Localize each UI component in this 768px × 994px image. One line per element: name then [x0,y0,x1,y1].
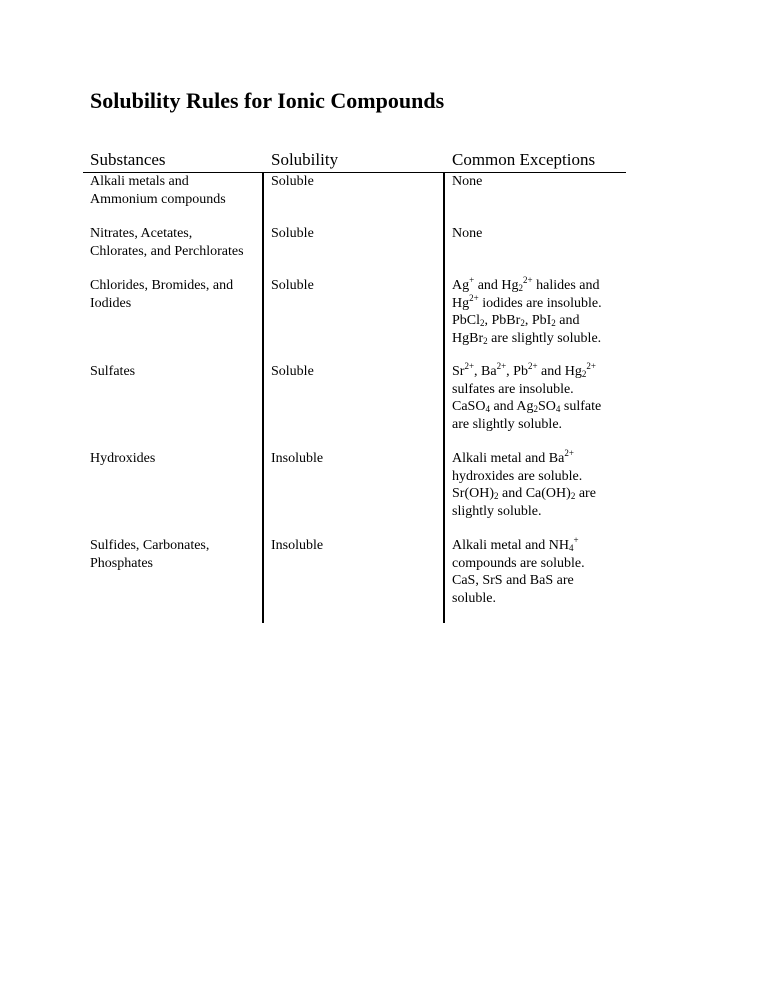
substance-cell [90,450,155,468]
text-line: Alkali metal and $Ba^{2+}$ [452,448,574,466]
substance-cell [90,363,135,381]
text-line: Sulfides, Carbonates, [90,538,210,553]
header-substances: Substances [90,150,166,169]
text-line: Chlorates, and Perchlorates [90,243,244,259]
text-line: Soluble [271,174,314,189]
text-line: sulfates are insoluble. [452,381,574,397]
text-line: compounds are soluble. [452,555,585,571]
text-line: $Sr^{2+}$, $Ba^{2+}$, $Pb^{2+}$ and $Hg_2^{2+}$ [452,361,596,379]
text-line: $Hg^{2+}$ iodides are insoluble. [452,292,602,311]
column-divider-2 [443,172,445,623]
solubility-cell [271,363,314,381]
exceptions-cell [452,537,585,607]
solubility-cell [271,537,323,555]
text-line: Insoluble [271,451,324,466]
text-line: Alkali metal and $NH_4^+$ [452,535,579,553]
text-line: Soluble [271,226,314,241]
exceptions-cell [452,225,482,243]
solubility-cell [271,173,314,191]
text-line: Alkali metals and [90,174,189,189]
text-line: None [452,174,483,189]
solubility-cell [271,225,314,243]
column-divider-1 [262,172,264,623]
text-line: soluble. [452,590,496,606]
solubility-cell [271,277,314,295]
header-common-exceptions: Common Exceptions [452,150,596,169]
exceptions-cell [452,450,596,520]
text-line: None [452,226,483,241]
text-line: PbCl$_2$, PbBr$_2$, PbI$_2$ and [452,313,580,328]
text-line: Nitrates, Acetates, [90,226,193,241]
text-line: HgBr$_2$ are slightly soluble. [452,330,602,346]
substance-cell [90,537,209,572]
text-line: slightly soluble. [452,503,542,519]
solubility-cell [271,450,323,468]
text-line: Hydroxides [90,451,156,466]
exceptions-cell [452,277,602,347]
text-line: Phosphates [90,555,153,571]
text-line: Soluble [271,364,314,379]
exceptions-cell [452,363,601,433]
text-line: Insoluble [271,538,324,553]
substance-cell [90,225,244,260]
text-line: Ammonium compounds [90,191,226,207]
substance-cell [90,277,233,312]
text-line: Chlorides, Bromides, and [90,278,234,293]
exceptions-cell [452,173,482,191]
page-title: Solubility Rules for Ionic Compounds [90,88,445,113]
text-line: Iodides [90,295,132,311]
text-line: Ag+ and $Hg_2^{2+}$ halides and [452,275,600,293]
substance-cell [90,173,226,208]
text-line: Soluble [271,278,314,293]
text-line: are slightly soluble. [452,416,563,432]
text-line: hydroxides are soluble. [452,468,583,484]
text-line: CaSO$_4$ and $Ag_2SO_4$ sulfate [452,399,602,414]
text-line: Sulfates [90,364,136,379]
text-line: $Sr(OH)_2$ and $Ca(OH)_2$ are [452,486,596,501]
text-line: CaS, SrS and BaS are [452,573,574,588]
header-solubility: Solubility [271,150,339,169]
